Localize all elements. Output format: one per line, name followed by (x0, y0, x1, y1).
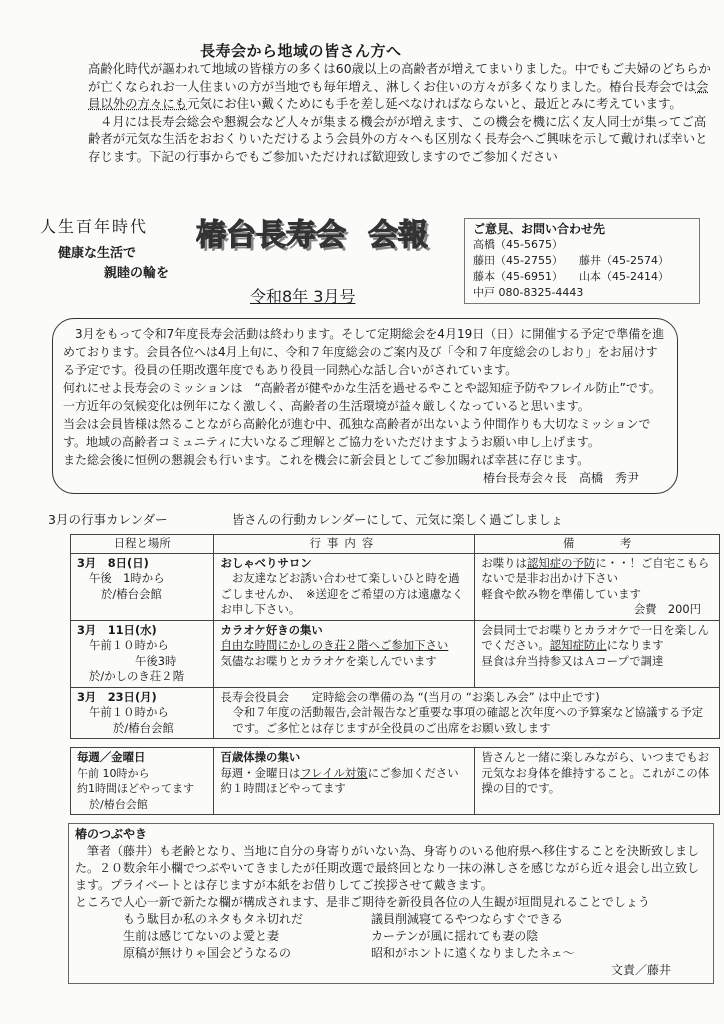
tsubuyaki-signature: 文責／藤井 (610, 963, 671, 977)
notice-paragraph: 何れにせよ長寿会のミッションは “高齢者が健やかな生活を過せるやことや認知症予防やフレイル防止”です。一方近年の気候変化は例年になく激しく、高齢者の生活環境が益々厳しくなっていると思います。 (63, 381, 661, 413)
slogan-sub-2: 親睦の輪を (104, 266, 170, 281)
event-highlight: 自由な時間にかしのき荘２階へご参加下さい (220, 638, 449, 652)
event-place: 於/椿台会館 (113, 720, 174, 735)
event-cell (214, 620, 475, 687)
contact-entry: 山本（45-2414） (579, 270, 669, 283)
note-cell (475, 748, 720, 815)
table-header-row (71, 535, 720, 554)
event-time: 午後 1時から (89, 571, 165, 585)
senryu-row (75, 928, 707, 945)
weekly-event-pre: 毎週・金曜日は (220, 765, 301, 780)
event-time-end: 午後3時 (135, 653, 177, 668)
event-cell (214, 553, 475, 620)
note-text (481, 556, 713, 587)
contact-row (473, 285, 691, 301)
weekly-time: 午前 10時から (77, 766, 150, 780)
calendar-subtitle: 皆さんの行動カレンダーにして、元気に楽しく過ごしましょ (232, 513, 563, 527)
issue-date: 令和8年 3月号 (250, 287, 356, 306)
header-event: 行事内容 (214, 535, 475, 554)
table-row (71, 620, 720, 687)
contact-row (473, 237, 691, 253)
header-notes: 備 考 (475, 535, 720, 554)
note-post: に・・！ご自宅こもらないで是非お出かけ下さい (481, 555, 710, 585)
notice-paragraph: また総会後に恒例の懇親会も行います。これを機会に新会員としてご参加賜れば幸甚に存じます。 (63, 453, 590, 467)
intro-p1-underline: 会員以外の方々にも (88, 78, 709, 112)
event-body: お友達などお誘い合わせて楽しいひと時を過ごしませんか、 ※送迎をご希望の方は遠慮なくお申し下さい。 (220, 571, 464, 616)
weekly-event-post: にご参加ください 約１時間ほどやってます (220, 765, 482, 795)
note-line: 昼食は弁当持参又はＡコープで調達 (481, 653, 664, 668)
table-row (71, 687, 720, 739)
calendar-heading (0, 510, 724, 530)
weekly-note: 皆さんと一緒に楽しみながら、いつまでもお元気なお身体を維持すること。これがこの体操の目的です。 (481, 750, 710, 795)
intro-text (88, 60, 712, 166)
event-body: 気儘なお喋りとカラオケを楽しんでいます (220, 653, 437, 668)
senryu: 原稿が無けりゃ国会どうなるの (123, 946, 292, 960)
event-calendar-table (70, 534, 720, 739)
note-pre: 会員同士でお喋りとカラオケで一日を楽しんでください。 (481, 622, 709, 652)
contact-entry: 中戸 080-8325-4443 (473, 286, 584, 299)
event-place: 於/かしのき荘２階 (89, 669, 184, 683)
tsubuyaki-paragraph: 筆者（藤井）も老齢となり、当地に自分の身寄りがいない為、身寄りのいる他府県へ移住することを決断致しました。２０数余年小欄でつぶやいてきましたが任期改選で最終回となり一抹の淋しさを感じながら近々退会し出立致します。プライベートとは存じますが本紙をお借りしてご挨拶させて戴きます。 (75, 844, 700, 892)
masthead-title-org: 椿台長寿会 (196, 218, 346, 253)
table-row (71, 553, 720, 620)
note-underline: 認知症防止 (549, 638, 607, 652)
note-cell (475, 620, 720, 687)
weekly-duration: 約1時間ほどやってます (77, 782, 194, 795)
contact-entry: 藤井（45-2574） (579, 254, 669, 267)
notice-paragraph: 当会は会員皆様は然ることながら高齢化が進む中、孤独な高齢者が出ないよう仲間作りも大切なミッションです。地域の高齢者コミュニティに大いなるご理解とご協力をいただけますようお願い申し上げます。 (63, 417, 651, 449)
senryu: 生前は感じてないのよ愛と妻 (123, 929, 280, 943)
intro-p1-pre: 高齢化時代が謳われて地域の皆様方の多くは60歳以上の高齢者が増えてまいりました。中でもご夫婦のどちらかが亡くなられお一人住まいの方が当地でも毎年増え、淋しくお住いの方々が多くなりました。椿台長寿会では (88, 61, 711, 94)
calendar-title: 3月の行事カレンダー (48, 512, 168, 527)
senryu-row (75, 945, 707, 962)
intro-title: 長寿会から地域の皆さん方へ (200, 42, 402, 60)
intro-paragraph-1 (88, 60, 712, 113)
senryu: 昭和がホントに遠くなりましたネェ～ (371, 946, 575, 960)
senryu-row (75, 911, 707, 928)
senryu: 議員削減寝てるやつならすぐできる (371, 912, 564, 926)
weekly-date: 毎週／金曜日 (77, 750, 146, 764)
main-flow (0, 318, 724, 984)
event-title: おしゃべりサロン (220, 555, 312, 570)
masthead-block (0, 210, 724, 310)
slogan: 人生百年時代 (40, 217, 149, 236)
contact-row (473, 253, 691, 269)
note-cell (475, 553, 720, 620)
event-place: 於/椿台会館 (101, 586, 162, 601)
weekly-event-table (70, 747, 720, 815)
event-title: カラオケ好きの集い (220, 622, 323, 637)
weekly-event-title: 百歳体操の集い (220, 750, 301, 764)
contact-row (473, 269, 691, 285)
event-time: 午前１０時から (89, 638, 169, 652)
note-line: 軽食や飲み物を準備しています (481, 586, 641, 601)
masthead-title (196, 210, 454, 254)
event-time: 午前１０時から (89, 705, 169, 719)
masthead-title-bulletin: 会報 (368, 218, 428, 253)
weekly-event-body (220, 765, 482, 797)
event-title: 長寿会役員会 定時総会の準備の為 “(当月の “お楽しみ会” は中止です) (220, 689, 600, 704)
contact-title: ご意見、お問い合わせ先 (473, 222, 606, 236)
intro-p1-post: 元気にお住い戴くためにも手を差し延べなければならないと、最近とみに考えています。 (187, 96, 682, 112)
notice-paragraph: 3月をもって令和7年度長寿会活動は終わります。そして定期総会を4月19日（日）に開催する予定で準備を進めております。会員各位へは4月上旬に、令和７年度総会のご案内及び「令和７年度総会のしおり」をお届けする予定です。役員の任期改選年度でもあり役員一同熱心な話し合いがされています。 (63, 327, 665, 377)
contact-entry: 藤本（45-6951） (473, 270, 563, 283)
contact-entry: 高橋（45-5675） (473, 238, 563, 251)
contact-box (464, 218, 700, 304)
event-date: 3月 23日(月) (77, 689, 157, 704)
contact-entry: 藤田（45-2755） (473, 254, 563, 267)
slogan-sub-1: 健康な生活で (58, 246, 137, 261)
schedule-cell (71, 620, 214, 687)
table-row (71, 748, 720, 815)
tsubuyaki-column (68, 823, 714, 984)
note-pre: お喋りは (481, 555, 527, 570)
senryu: もう駄目か私のネタもタネ切れだ (123, 912, 304, 926)
event-date: 3月 8日(日) (77, 555, 149, 570)
weekly-event-underline: フレイル対策 (300, 765, 368, 780)
intro-paragraph-2: ４月には長寿会総会や懇親会など人々が集まる機会がが増えます、この機会を機に広く友人同士が集ってご高齢者が元気な生活をおおくりいただけるよう会員外の方々へも区別なく長寿会へご興味を示して戴ければ幸いと存じます。下記の行事からでもご参加いただければ歓迎致しますのでご参加ください (88, 113, 708, 164)
note-underline: 認知症の予防 (526, 555, 596, 570)
event-body: 令和７年度の活動報告,会計報告など重要な事項の確認と次年度への予算案など協議する予定です。ご多忙とは存じますが全役員のご出席をお願い致します (232, 705, 704, 735)
schedule-cell (71, 748, 214, 815)
notice-signature: 椿台長寿会々長 高橋 秀尹 (482, 471, 639, 485)
event-cell (214, 748, 482, 815)
event-date: 3月 11日(水) (77, 622, 157, 637)
tsubuyaki-paragraph: ところで人心一新で新たな欄が構成されます、是非ご期待を新役員各位の人生観が垣間見れることでしょう (75, 895, 650, 909)
note-text (481, 623, 713, 654)
note-post: になります (606, 638, 664, 652)
senryu: カーテンが風に揺れても妻の陰 (371, 929, 539, 943)
weekly-place: 於/椿台会館 (89, 797, 148, 811)
event-cell (214, 687, 720, 739)
note-fee: 会費 200円 (633, 602, 701, 616)
schedule-cell (71, 553, 214, 620)
chairman-notice (52, 318, 678, 494)
header-schedule: 日程と場所 (71, 535, 214, 554)
schedule-cell (71, 687, 214, 739)
tsubuyaki-title: 椿のつぶやき (75, 827, 148, 841)
